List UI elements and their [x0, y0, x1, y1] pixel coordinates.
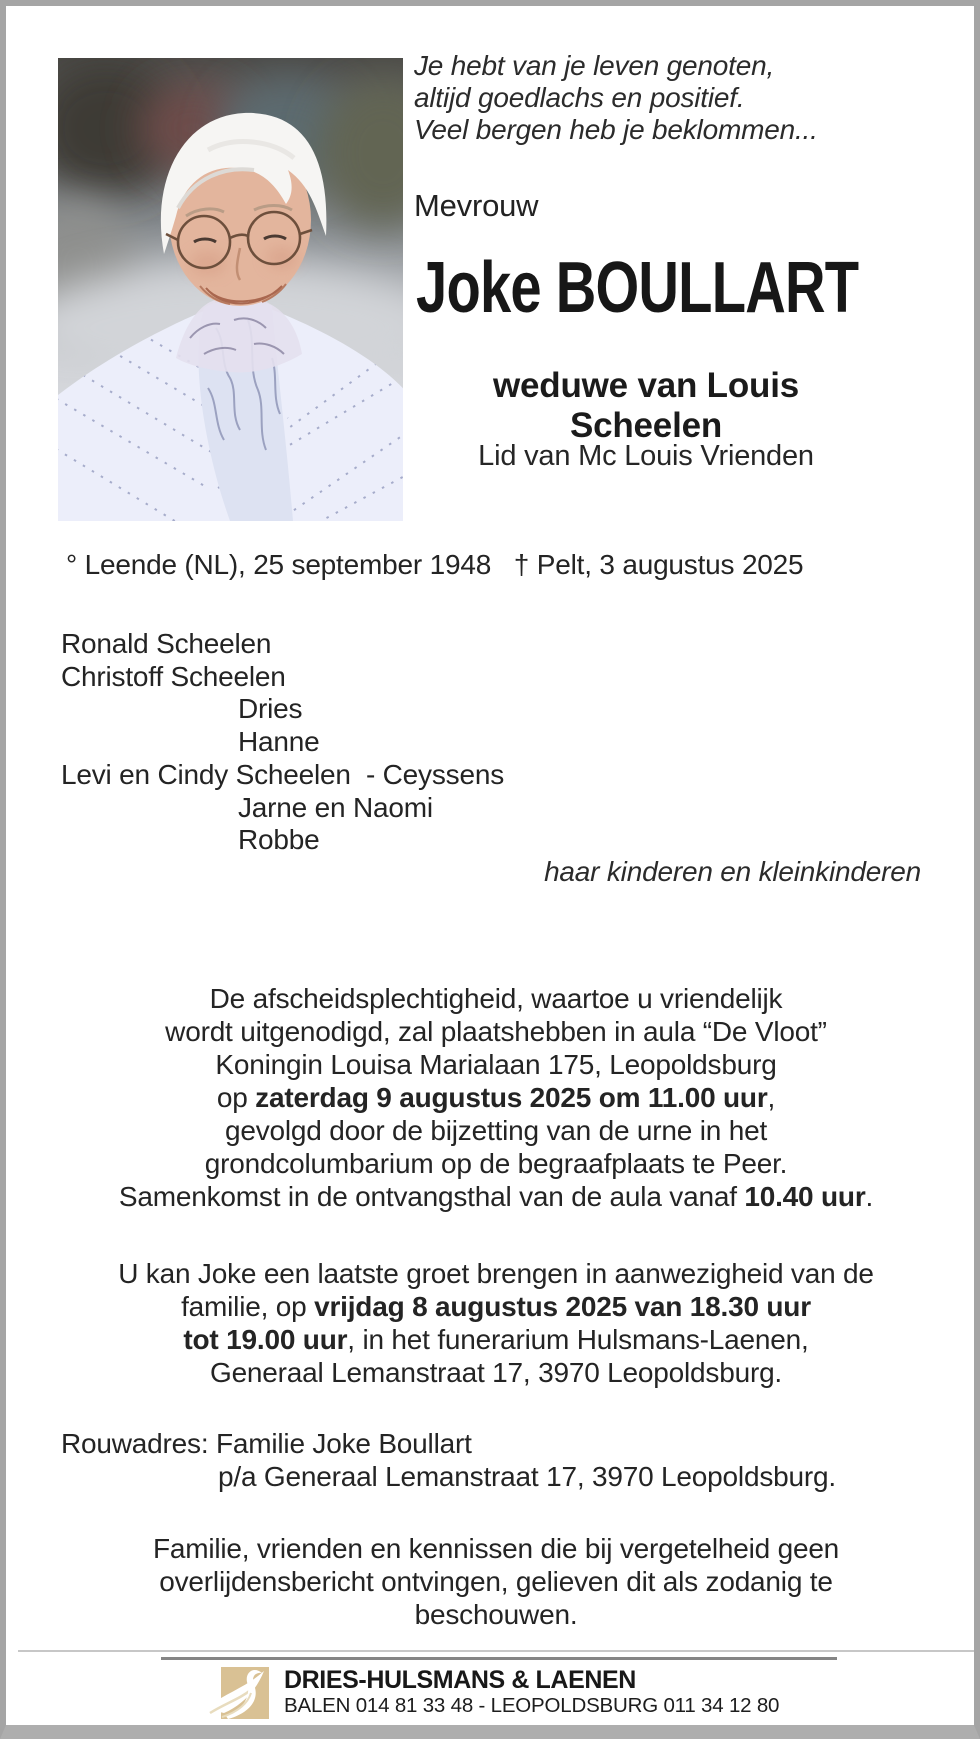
membership-line: Lid van Mc Louis Vrienden	[478, 440, 814, 472]
footer-divider-light	[18, 1650, 974, 1652]
funeral-home-contact: BALEN 014 81 33 48 - LEOPOLDSBURG 011 34 12 80	[284, 1694, 780, 1717]
footer-divider-dark	[161, 1657, 837, 1660]
memorial-quote: Je hebt van je leven genoten, altijd goedlachs en positief. Veel bergen heb je beklommen...	[414, 50, 818, 145]
family-list: Ronald Scheelen Christoff Scheelen Dries Hanne Levi en Cindy Scheelen - Ceyssens Jarne en Naomi Robbe	[61, 628, 504, 856]
funeral-home-logo swan-icon	[204, 1665, 274, 1721]
ceremony-paragraph: De afscheidsplechtigheid, waartoe u vriendelijk wordt uitgenodigd, zal plaatshebben in aula “De Vloot” Koningin Louisa Marialaan 175, Leopoldsburg op zaterdag 9 augustus 2025 om 11.00 uur, gevolgd door de bijzetting van de urne in het grondcolumbarium op de begraafplaats te Peer. Samenkomst in de ontvangsthal van de aula vanaf 10.40 uur.	[118, 983, 874, 1212]
mourning-address: Rouwadres: Familie Joke Boullart p/a Generaal Lemanstraat 17, 3970 Leopoldsburg.	[61, 1428, 836, 1492]
family-closing: haar kinderen en kleinkinderen	[544, 856, 921, 887]
portrait-photo	[58, 58, 403, 521]
forgetfulness-notice: Familie, vrienden en kennissen die bij vergetelheid geen overlijdensbericht ontvingen, gelieven dit als zodanig te beschouwen.	[152, 1533, 840, 1630]
relation-line: weduwe van Louis Scheelen	[492, 366, 800, 445]
funeral-home-name: DRIES-HULSMANS & LAENEN	[284, 1666, 636, 1694]
deceased-name: Joke BOULLART	[416, 248, 859, 328]
visitation-paragraph: U kan Joke een laatste groet brengen in aanwezigheid van de familie, op vrijdag 8 augustus 2025 van 18.30 uur tot 19.00 uur, in het funerarium Hulsmans-Laenen, Generaal Lemanstraat 17, 3970 Leopoldsburg.	[118, 1258, 874, 1388]
life-dates: ° Leende (NL), 25 september 1948 † Pelt, 3 augustus 2025	[66, 549, 804, 580]
salutation: Mevrouw	[414, 188, 539, 223]
